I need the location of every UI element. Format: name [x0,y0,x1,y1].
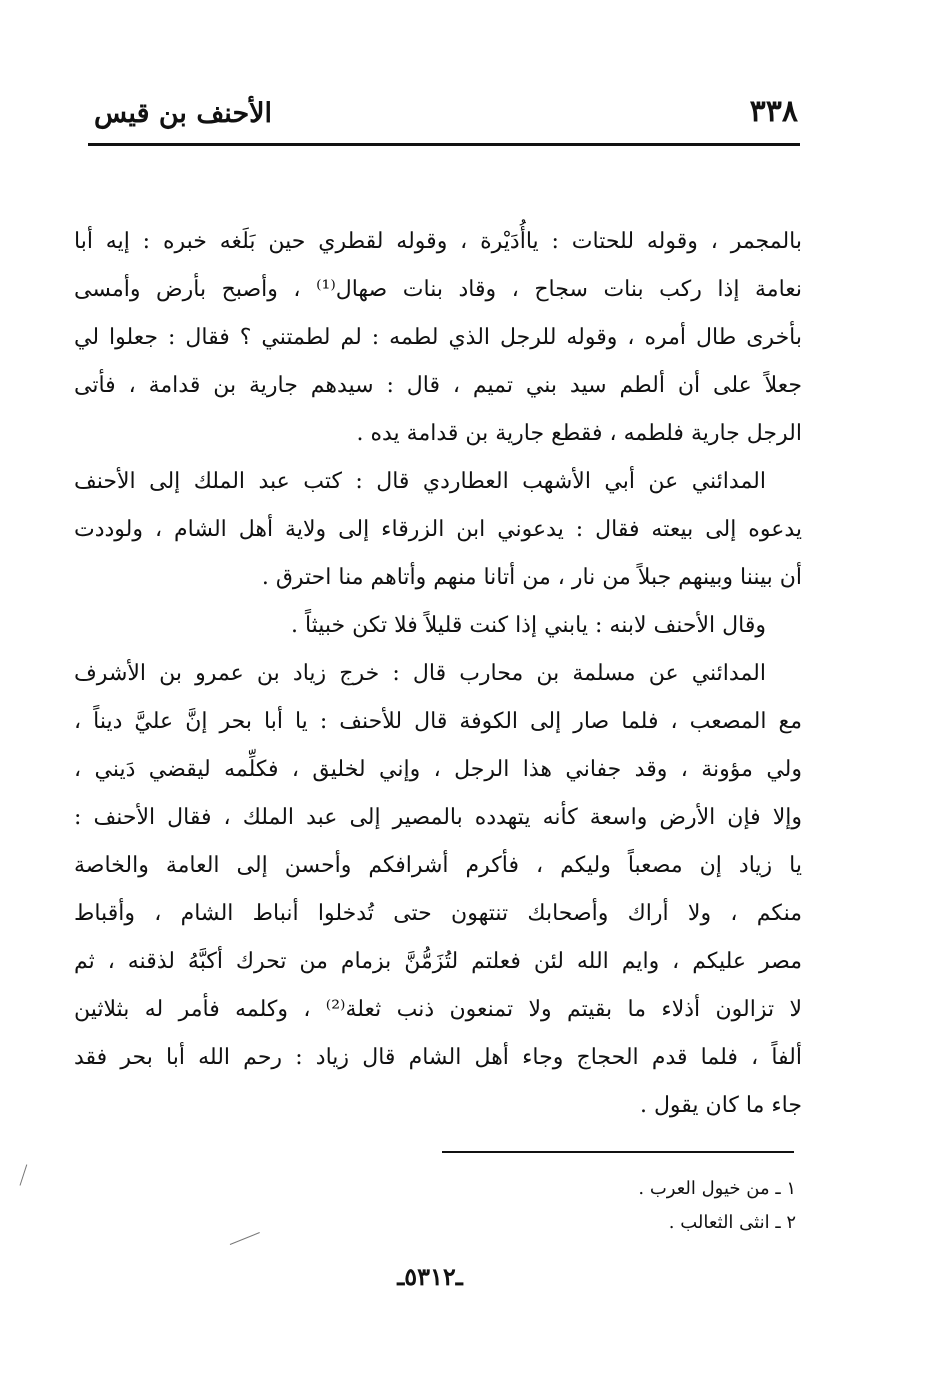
text-line: منكم ، ولا أراك وأصحابك تنتهون حتى تُدخلوا أنباط الشام ، وأقباط [74,901,802,926]
footnote: ٢ ـ انثى الثعالب . [668,1212,796,1233]
page-header [88,92,798,142]
footnote: ١ ـ من خيول العرب . [638,1178,796,1199]
text-line: يا زياد إن مصعباً وليكم ، فأكرم أشرافكم وأحسن إلى العامة والخاصة [74,853,802,878]
text-line: المدائني عن مسلمة بن محارب قال : خرج زياد بن عمرو بن الأشرف [74,661,766,686]
text-line: الرجل جارية فلطمه ، فقطع جارية بن قدامة يده . [356,421,802,446]
scan-mark [230,1232,260,1245]
footer-sequence-number: ـ٥٣١٢ـ [397,1262,463,1291]
text-line: جعلاً على أن ألطم سيد بني تميم ، قال : سيدهم جارية بن قدامة ، فأتى [74,373,802,398]
text-line: لا تزالون أذلاء ما بقيتم ولا تمنعون ذنب ثعلة⁽²⁾ ، وكلمه فأمر له بثلاثين [74,997,802,1022]
text-line: المدائني عن أبي الأشهب العطاردي قال : كتب عبد الملك إلى الأحنف [74,469,766,494]
text-line: يدعوه إلى بيعته فقال : يدعوني ابن الزرقاء إلى ولاية أهل الشام ، ولوددت [74,517,802,542]
page-number: ٣٣٨ [749,94,798,129]
text-line: بالمجمر ، وقوله للحتات : ياأُدَيْرة ، وقوله لقطري حين بَلَغه خبره : إيه أبا [74,229,802,254]
scan-mark [20,1164,28,1185]
text-line: وإلا فإن الأرض واسعة كأنه يتهدده بالمصير إلى عبد الملك ، فقال الأحنف : [74,805,802,830]
text-line: بأخرى طال أمره ، وقوله للرجل الذي لطمه : لم لطمتني ؟ فقال : جعلوا لي [74,325,802,350]
text-line: مصر عليكم ، وايم الله لئن فعلتم لتُزَمُّنَّ بزمام من تحرك أكبَّهُ لذقنه ، ثم [74,949,802,974]
text-line: ولي مؤونة ، وقد جفاني هذا الرجل ، وإني لخليق ، فكلِّمه ليقضي دَيني ، [74,757,802,782]
text-line: ألفاً ، فلما قدم الحجاج وجاء أهل الشام قال زياد : رحم الله أبا بحر فقد [74,1045,802,1070]
text-line: مع المصعب ، فلما صار إلى الكوفة قال للأحنف : يا أبا بحر إنَّ عليَّ ديناً ، [74,709,802,734]
footnote-rule [442,1151,794,1153]
text-line: أن بيننا وبينهم جبلاً من نار ، من أتانا منهم وأتاهم منا احترق . [261,565,802,590]
footnotes [440,1172,796,1240]
text-line: وقال الأحنف لابنه : يابني إذا كنت قليلاً فلا تكن خبيثاً . [290,613,766,638]
header-rule [88,143,800,146]
running-title: الأحنف بن قيس [94,98,273,129]
text-line: جاء ما كان يقول . [639,1093,802,1118]
text-line: نعامة إذا ركب بنات سجاح ، وقاد بنات صهال⁽¹⁾ ، وأصبح بأرض وأمسى [74,277,802,302]
body-text [74,218,802,1130]
